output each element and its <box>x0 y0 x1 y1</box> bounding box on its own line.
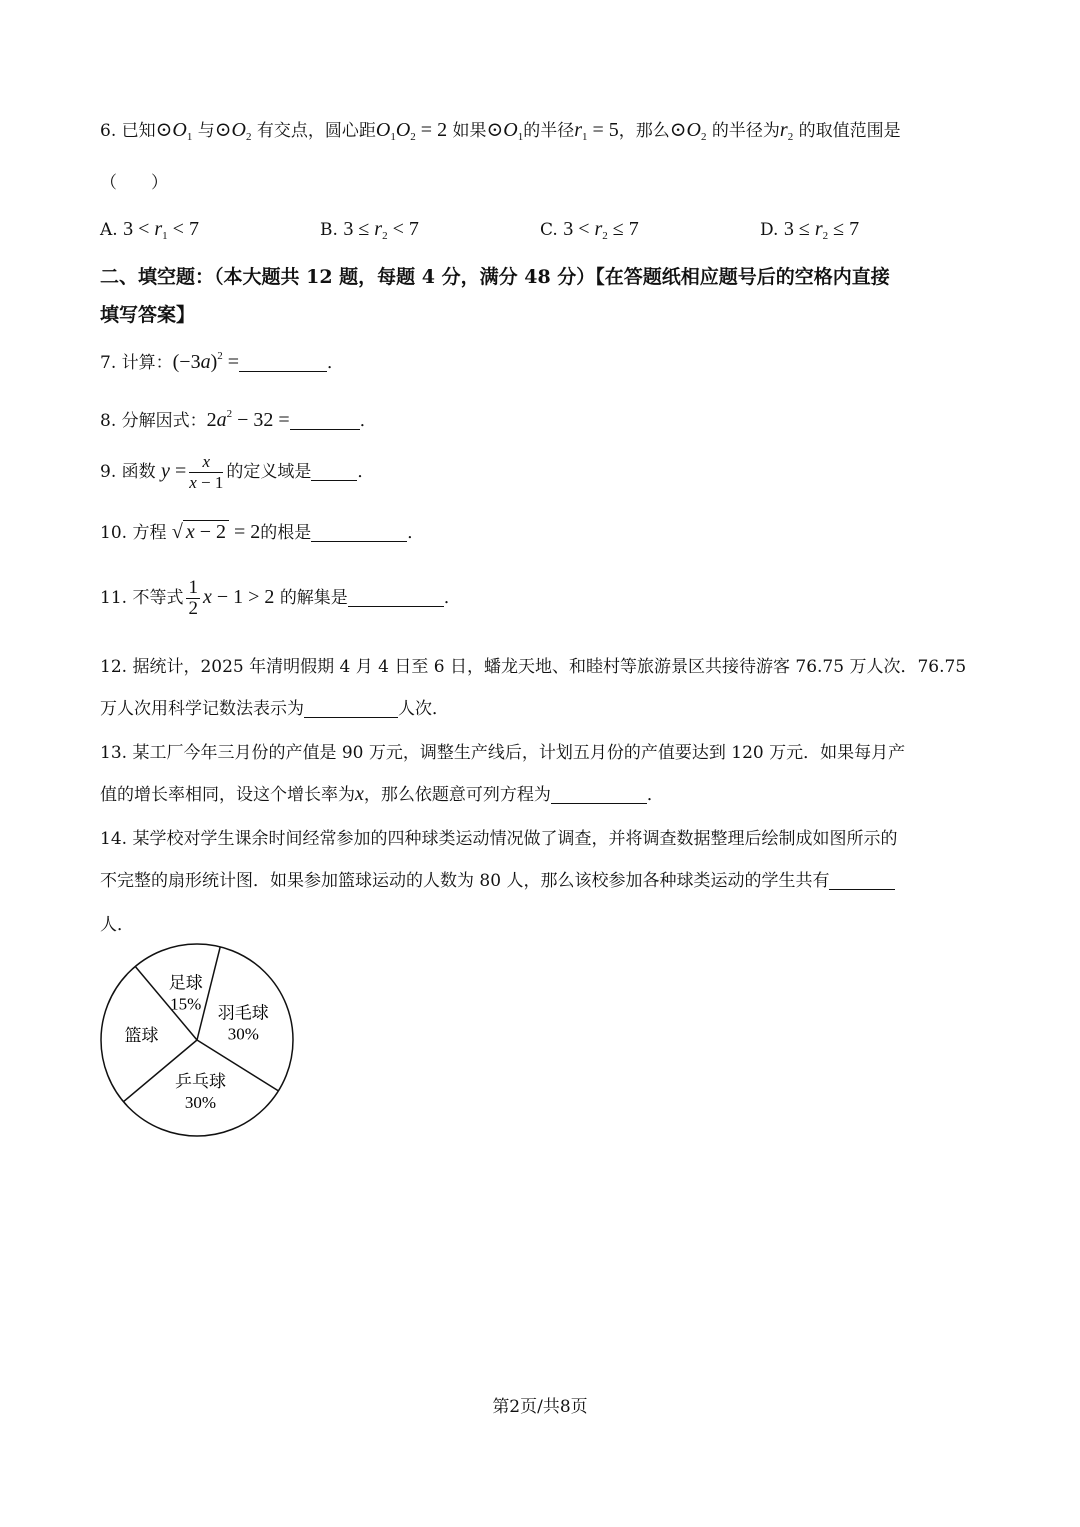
q12-line-1: 据统计，2025 年清明假期 4 月 4 日至 6 日，蟠龙天地、和睦村等旅游景区共接待游客 76.75 万人次．76.75 <box>132 657 967 677</box>
question-14-line-3: 人． <box>100 915 134 935</box>
radius-r1: $r_1 = 5$ <box>574 119 619 143</box>
question-14-line-2: 不完整的扇形统计图．如果参加篮球运动的人数为 80 人，那么该校参加各种球类运动的学生共有 <box>100 866 895 891</box>
q8-number: 8. <box>100 411 117 431</box>
circle-o2-b: $⊙O_2$ <box>669 119 707 143</box>
question-9: 9. 函数 y = $\frac{x}{x - 1}$ 的定义域是 ． <box>100 452 375 492</box>
q14-number: 14. <box>100 829 128 849</box>
q7-text: 计算： <box>121 353 173 373</box>
q6-text-2: 与 <box>197 121 215 141</box>
q7-formula: $(-3a)^2$ = <box>172 350 240 373</box>
q7-number: 7. <box>100 353 117 373</box>
q10-after: 的根是 <box>260 523 312 543</box>
q6-text-5: 的半径 <box>523 121 575 141</box>
q12-answer-blank[interactable] <box>304 716 398 718</box>
pie-slice-label: 篮球 <box>124 1026 159 1047</box>
pie-slice-percent: 15% <box>170 994 202 1014</box>
pie-slice-percent: 30% <box>184 1092 217 1112</box>
q11-number: 11. <box>100 588 128 609</box>
question-13-line-2: 值的增长率相同，设这个增长率为x，那么依题意可列方程为 ． <box>100 783 664 805</box>
pie-slice-label: 足球 <box>168 973 203 994</box>
q13-number: 13. <box>100 743 128 763</box>
question-11: 11. 不等式 $\frac{1}{2}$ x − 1 > 2 的解集是 ． <box>100 577 461 619</box>
question-13-line-1 <box>100 738 905 763</box>
pie-slice-label: 羽毛球 <box>217 1003 269 1024</box>
q13-line-1: 某工厂今年三月份的产值是 90 万元，调整生产线后，计划五月份的产值要达到 120 万元．如果每月产 <box>132 743 906 763</box>
q6-text-6: ，那么 <box>618 121 670 141</box>
section-heading-line-2: 填写答案】 <box>100 304 196 326</box>
q6-text-7: 的半径为 <box>711 121 780 141</box>
q8-text: 分解因式： <box>121 411 207 431</box>
q11-formula: $\frac{1}{2}$ x − 1 > 2 <box>188 577 275 619</box>
circle-o2: $⊙O_2$ <box>214 119 252 143</box>
q11-text: 不等式 <box>132 588 184 609</box>
q9-number: 9. <box>100 462 117 483</box>
q14-answer-blank[interactable] <box>829 888 895 890</box>
q6-text-4: 如果 <box>452 121 487 141</box>
q10-formula: √ x − 2 = 2 <box>171 521 261 543</box>
question-12-line-1 <box>100 652 966 677</box>
pie-slice-label: 乒乓球 <box>174 1071 226 1092</box>
q13-answer-blank[interactable] <box>551 802 647 804</box>
q9-after: 的定义域是 <box>226 462 312 483</box>
q11-answer-blank[interactable] <box>348 605 444 607</box>
pie-slice-percent: 30% <box>227 1024 259 1044</box>
q13-variable: x <box>355 783 364 805</box>
q9-formula: y = $\frac{x}{x - 1}$ <box>161 452 224 492</box>
pie-chart <box>92 935 302 1145</box>
q6-text-1: 已知 <box>121 121 156 141</box>
q10-text: 方程 <box>132 523 167 543</box>
q7-answer-blank[interactable] <box>239 370 327 372</box>
q6-option-b: B. $3 \le r_2 < 7$ <box>320 218 419 242</box>
question-10: 10. 方程 √ x − 2 = 2的根是 ． <box>100 521 425 543</box>
circle-o1-b: $⊙O_1$ <box>486 119 524 143</box>
center-distance: $O_1O_2 = 2$ <box>375 119 448 143</box>
q6-text-8: 的取值范围是 <box>798 121 901 141</box>
q12-number: 12. <box>100 657 128 677</box>
question-14-line-1 <box>100 824 897 849</box>
q6-option-d: D. $3 \le r_2 \le 7$ <box>760 218 860 242</box>
radius-r2: $r_2$ <box>779 119 794 143</box>
q6-paren: （ ） <box>100 173 168 193</box>
q6-option-c: C. $3 < r_2 \le 7$ <box>540 218 639 242</box>
page-footer: 第2页/共8页 <box>492 1397 588 1417</box>
q6-text-3: 有交点，圆心距 <box>256 121 376 141</box>
q6-number: 6. <box>100 121 117 141</box>
circle-o1: $⊙O_1$ <box>155 119 193 143</box>
question-12-line-2: 万人次用科学记数法表示为 人次． <box>100 699 449 719</box>
q10-number: 10. <box>100 523 128 543</box>
q11-after: 的解集是 <box>279 588 348 609</box>
q8-formula: $2a^2 - 32$ = <box>206 408 290 431</box>
question-6 <box>100 116 901 143</box>
question-8: 8. 分解因式：$2a^2 - 32$ = ． <box>100 408 377 431</box>
section-heading-line-1: 二、填空题：（本大题共 12 题，每题 4 分，满分 48 分）【在答题纸相应题号后的空格内直接 <box>100 266 890 288</box>
q14-line-1: 某学校对学生课余时间经常参加的四种球类运动情况做了调查，并将调查数据整理后绘制成如图所示的 <box>132 829 898 849</box>
q8-answer-blank[interactable] <box>290 428 360 430</box>
question-7: 7. 计算：$(-3a)^2$ = ． <box>100 350 345 373</box>
q9-text: 函数 <box>121 462 156 483</box>
q6-option-a: A. $3 < r_1 < 7$ <box>100 218 199 242</box>
q9-answer-blank[interactable] <box>311 479 357 481</box>
q10-answer-blank[interactable] <box>311 540 407 542</box>
